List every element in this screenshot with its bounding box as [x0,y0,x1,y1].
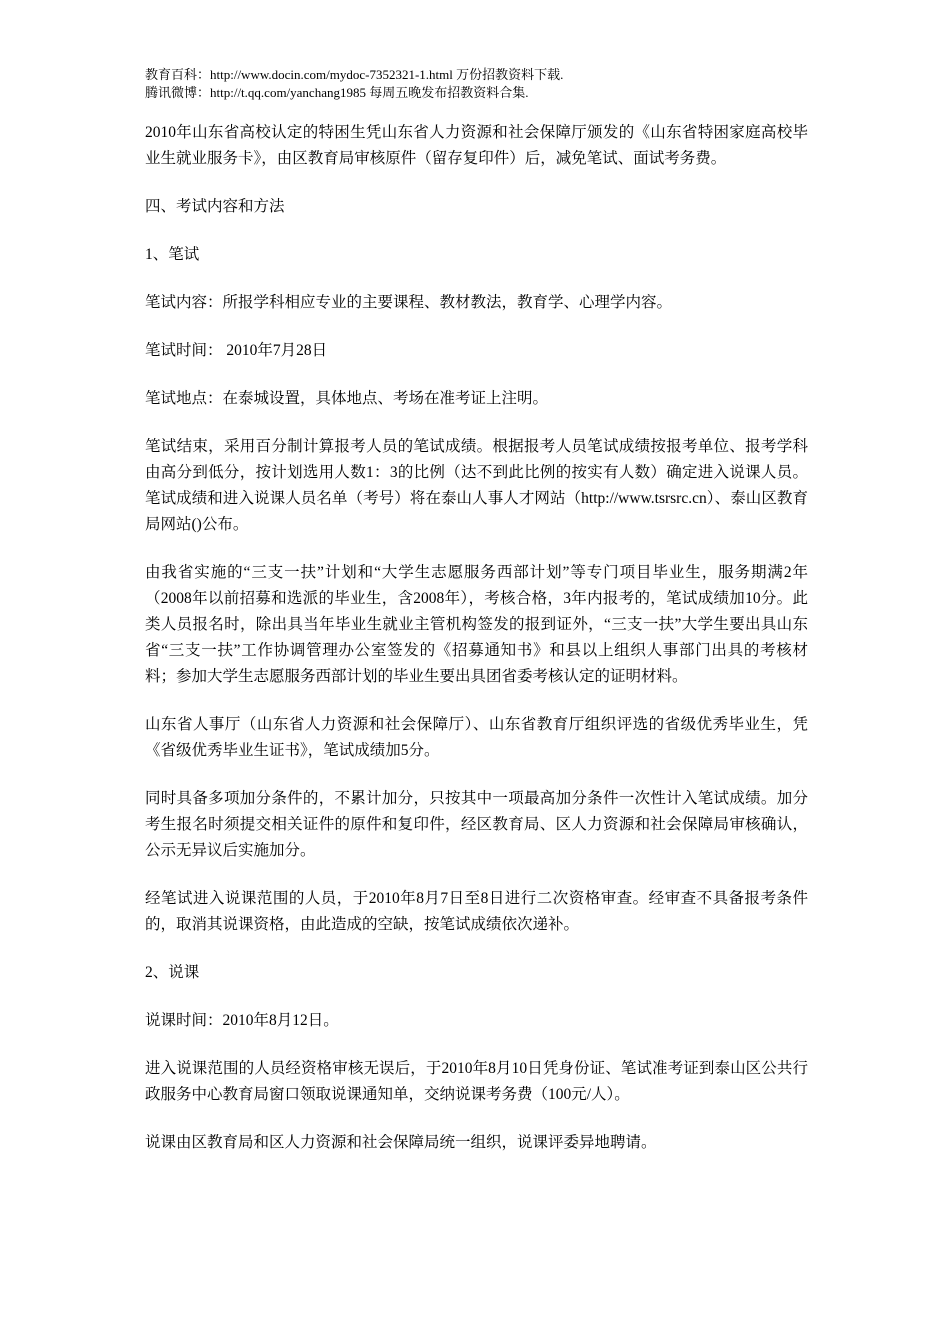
paragraph-lecture-organization: 说课由区教育局和区人力资源和社会保障局统一组织，说课评委异地聘请。 [145,1134,657,1151]
paragraph-bonus-excellent-graduates: 山东省人事厅（山东省人力资源和社会保障厅）、山东省教育厅组织评选的省级优秀毕业生，凭《省级优秀毕业生证书》，笔试成绩加5分。 [145,716,808,759]
subheading-written-exam: 1、笔试 [145,246,200,263]
paragraph-poverty-student-exemption: 2010年山东省高校认定的特困生凭山东省人力资源和社会保障厅颁发的《山东省特困家庭高校毕业生就业服务卡》，由区教育局审核原件（留存复印件）后，减免笔试、面试考务费。 [145,124,808,167]
paragraph-bonus-special-programs: 由我省实施的“三支一扶”计划和“大学生志愿服务西部计划”等专门项目毕业生，服务期满2年（2008年以前招募和选派的毕业生，含2008年），考核合格，3年内报考的，笔试成绩加10分。此类人员报名时，除出具当年毕业生就业主管机构签发的报到证外，“三支一扶”大学生要出具山东省“三支一扶”工作协调管理办公室签发的《招募通知书》和县以上组织人事部门出具的考核材料；参加大学生志愿服务西部计划的毕业生要出具团省委考核认定的证明材料。 [145,564,808,685]
paragraph-written-exam-scoring: 笔试结束，采用百分制计算报考人员的笔试成绩。根据报考人员笔试成绩按报考单位、报考学科由高分到低分，按计划选用人数1：3的比例（达不到此比例的按实有人数）确定进入说课人员。笔试成绩和进入说课人员名单（考号）将在泰山人事人才网站（http://www.tsrsrc.cn）、泰山区教育局网站()公布。 [145,438,808,533]
header-weibo-link-line: 腾讯微博：http://t.qq.com/yanchang1985 每周五晚发布招教资料合集. [145,85,529,100]
paragraph-written-exam-content: 笔试内容：所报学科相应专业的主要课程、教材教法，教育学、心理学内容。 [145,294,673,311]
subheading-lecture: 2、说课 [145,964,200,981]
section-heading-exam-content: 四、考试内容和方法 [145,198,285,215]
header-block [145,66,808,102]
paragraph-written-exam-location: 笔试地点：在泰城设置，具体地点、考场在准考证上注明。 [145,390,549,407]
paragraph-second-qualification-review: 经笔试进入说课范围的人员，于2010年8月7日至8日进行二次资格审查。经审查不具备报考条件的，取消其说课资格，由此造成的空缺，按笔试成绩依次递补。 [145,890,808,933]
paragraph-written-exam-time: 笔试时间： 2010年7月28日 [145,342,328,359]
header-docin-link-line: 教育百科：http://www.docin.com/mydoc-7352321-1.html 万份招教资料下载. [145,67,564,82]
paragraph-bonus-rules: 同时具备多项加分条件的，不累计加分，只按其中一项最高加分条件一次性计入笔试成绩。加分考生报名时须提交相关证件的原件和复印件，经区教育局、区人力资源和社会保障局审核确认，公示无异议后实施加分。 [145,790,808,859]
document-page [145,66,808,1156]
paragraph-lecture-notice-collection: 进入说课范围的人员经资格审核无误后，于2010年8月10日凭身份证、笔试准考证到泰山区公共行政服务中心教育局窗口领取说课通知单，交纳说课考务费（100元/人）。 [145,1060,808,1103]
paragraph-lecture-time: 说课时间：2010年8月12日。 [145,1012,339,1029]
